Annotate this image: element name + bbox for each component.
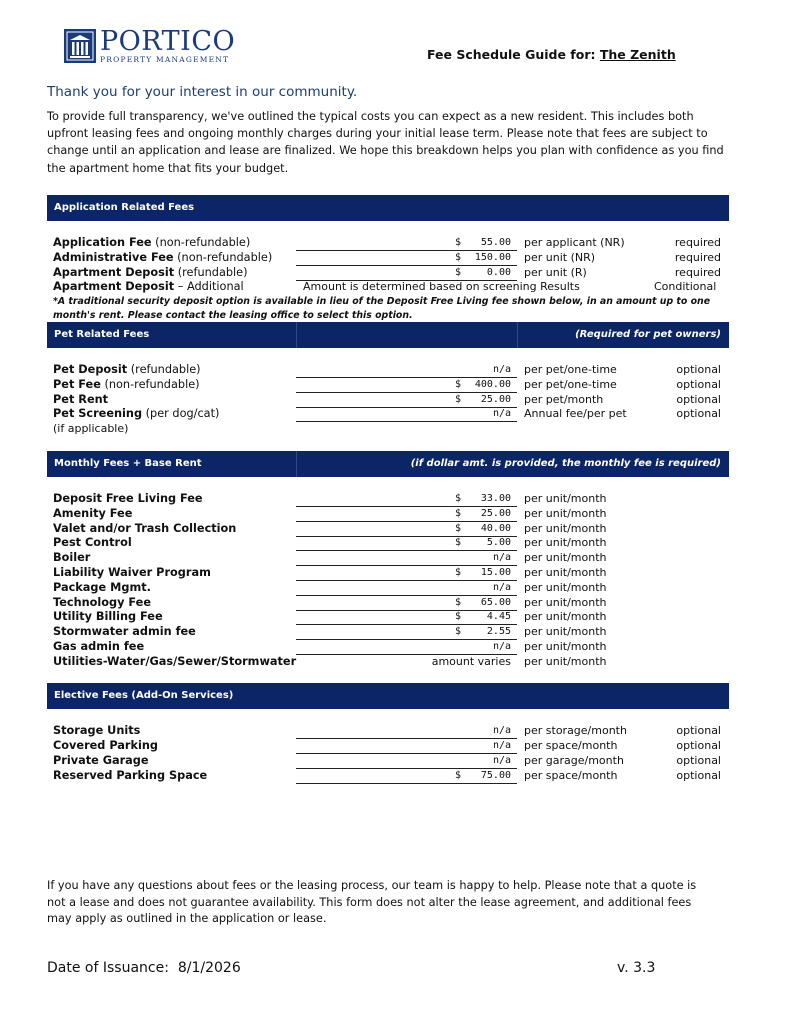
fee-amount-field bbox=[296, 596, 517, 611]
closing-paragraph: If you have any questions about fees or the leasing process, our team is happy to help. Please note that a quote is not a lease and does not guarantee availability. This form does not alter the lease agreement, and additional fees may apply as outlined in the application or lease. bbox=[47, 879, 697, 926]
fee-label: Liability Waiver Program bbox=[53, 566, 211, 579]
fee-amount: 15.00 bbox=[480, 567, 511, 578]
fee-name bbox=[53, 236, 250, 249]
fee-frequency: per unit/month bbox=[524, 521, 607, 535]
fee-qualifier: (non-refundable) bbox=[155, 236, 251, 249]
fee-amount: n/a bbox=[492, 641, 511, 652]
fee-label: Administrative Fee bbox=[53, 250, 174, 264]
fee-label: Covered Parking bbox=[53, 739, 159, 752]
company-logo bbox=[64, 25, 236, 64]
fee-frequency: per garage/month bbox=[524, 754, 624, 767]
pet-fees-header bbox=[47, 322, 729, 348]
fee-status: required bbox=[674, 250, 721, 264]
currency-symbol: $ bbox=[455, 251, 462, 263]
deposit-status: Conditional bbox=[654, 280, 717, 293]
fee-label: Pet Rent bbox=[53, 392, 109, 406]
fee-amount-field bbox=[296, 625, 517, 640]
fee-frequency: per space/month bbox=[524, 739, 618, 752]
fee-amount-field bbox=[296, 655, 517, 669]
issuance-label: Date of Issuance: bbox=[47, 960, 169, 976]
fee-amount: 150.00 bbox=[474, 251, 511, 263]
currency-symbol: $ bbox=[455, 596, 462, 608]
fee-name bbox=[53, 280, 244, 293]
fee-label: Pet Screening bbox=[53, 407, 143, 421]
fee-name bbox=[53, 566, 211, 579]
fee-amount-field bbox=[296, 551, 517, 566]
building-columns-icon bbox=[64, 29, 96, 63]
pet-screening-subnote: (if applicable) bbox=[53, 422, 129, 435]
fee-row bbox=[53, 251, 723, 266]
fee-row bbox=[53, 363, 723, 378]
fee-name bbox=[53, 769, 207, 782]
fee-name bbox=[53, 363, 201, 376]
deposit-footnote: *A traditional security deposit option is available in lieu of the Deposit Free Living fee shown below, in an amount up to one month's rent. Please contact the leasing office to select this option. bbox=[53, 296, 711, 321]
fee-frequency: per unit/month bbox=[524, 625, 607, 639]
fee-row bbox=[53, 724, 723, 739]
fee-row bbox=[53, 236, 723, 251]
fee-name bbox=[53, 640, 144, 653]
fee-amount: n/a bbox=[492, 581, 511, 593]
fee-name bbox=[53, 393, 108, 406]
fee-amount-field bbox=[296, 566, 517, 581]
fee-label: Apartment Deposit bbox=[53, 280, 175, 294]
section-title: Monthly Fees + Base Rent bbox=[54, 458, 202, 469]
currency-symbol: $ bbox=[455, 393, 462, 405]
fee-status: optional bbox=[676, 769, 721, 782]
fee-label: Gas admin fee bbox=[53, 640, 145, 653]
fee-amount-field bbox=[296, 266, 517, 281]
fee-amount-field bbox=[296, 492, 517, 507]
fee-qualifier: (non-refundable) bbox=[104, 377, 200, 391]
currency-symbol: $ bbox=[455, 493, 462, 504]
fee-label: Storage Units bbox=[53, 724, 141, 737]
fee-label: Stormwater admin fee bbox=[53, 625, 196, 639]
fee-row bbox=[53, 266, 723, 281]
fee-label: Reserved Parking Space bbox=[53, 769, 208, 782]
currency-symbol: $ bbox=[455, 567, 462, 578]
fee-row bbox=[53, 769, 723, 784]
fee-amount: n/a bbox=[492, 364, 511, 375]
fee-row bbox=[53, 739, 723, 754]
fee-frequency: per space/month bbox=[524, 769, 618, 782]
fee-name bbox=[53, 492, 203, 505]
fee-amount: 33.00 bbox=[480, 493, 511, 504]
fee-amount: n/a bbox=[492, 740, 511, 751]
fee-name bbox=[53, 625, 196, 638]
fee-amount: 0.00 bbox=[486, 266, 511, 278]
fee-status: optional bbox=[676, 739, 721, 752]
fee-status: optional bbox=[676, 407, 721, 421]
fee-name bbox=[53, 407, 219, 420]
fee-name bbox=[53, 596, 151, 609]
currency-symbol: $ bbox=[455, 626, 462, 638]
fee-frequency: per unit (R) bbox=[524, 265, 587, 279]
fee-frequency: Annual fee/per pet bbox=[524, 407, 627, 421]
fee-name bbox=[53, 266, 248, 279]
currency-symbol: $ bbox=[455, 770, 462, 781]
fee-frequency: per unit/month bbox=[524, 566, 607, 579]
fee-row bbox=[53, 492, 723, 507]
fee-row bbox=[53, 393, 723, 408]
fee-row bbox=[53, 596, 723, 611]
fee-label: Private Garage bbox=[53, 754, 149, 767]
fee-status: required bbox=[674, 265, 721, 279]
fee-status: optional bbox=[676, 363, 721, 376]
fee-row bbox=[53, 655, 723, 670]
fee-amount-field bbox=[296, 754, 517, 769]
issuance-value: 8/1/2026 bbox=[177, 960, 241, 976]
fee-amount-field bbox=[296, 739, 517, 754]
fee-frequency: per unit/month bbox=[524, 492, 607, 505]
fee-frequency: per unit/month bbox=[524, 506, 607, 520]
logo-subtitle: PROPERTY MANAGEMENT bbox=[100, 54, 230, 64]
fee-amount-field bbox=[296, 769, 517, 784]
fee-qualifier: (refundable) bbox=[177, 265, 248, 279]
fee-row bbox=[53, 610, 723, 625]
fee-status: optional bbox=[676, 377, 721, 391]
fee-row bbox=[53, 581, 723, 596]
intro-paragraph: To provide full transparency, we've outlined the typical costs you can expect as a new resident. This includes both upfront leasing fees and ongoing monthly charges during your initial lease term. Please note that fees are subject to change until an application and lease are finalized. We hope this breakdown helps you plan with confidence as you find the apartment home that fits your budget. bbox=[47, 110, 724, 175]
fee-amount: n/a bbox=[492, 552, 511, 564]
fee-label: Package Mgmt. bbox=[53, 580, 151, 594]
version-label: v. 3.3 bbox=[617, 960, 656, 976]
monthly-fees-header bbox=[47, 451, 729, 477]
fee-qualifier: (per dog/cat) bbox=[145, 407, 220, 421]
fee-amount: 2.55 bbox=[486, 626, 511, 638]
fee-row bbox=[53, 407, 723, 422]
elective-fees-header bbox=[47, 683, 729, 709]
fee-name bbox=[53, 378, 200, 391]
fee-amount: 25.00 bbox=[480, 507, 511, 519]
currency-symbol: $ bbox=[455, 266, 462, 278]
fee-label: Valet and/or Trash Collection bbox=[53, 521, 237, 535]
fee-qualifier: (non-refundable) bbox=[177, 250, 273, 264]
fee-amount: n/a bbox=[492, 755, 511, 766]
fee-frequency: per unit/month bbox=[524, 610, 607, 624]
fee-amount-field bbox=[296, 407, 517, 422]
fee-amount-field bbox=[296, 236, 517, 251]
deposit-note: Amount is determined based on screening Results bbox=[303, 280, 580, 293]
fee-amount: 400.00 bbox=[474, 378, 511, 390]
fee-label: Technology Fee bbox=[53, 595, 152, 609]
fee-status: optional bbox=[676, 392, 721, 406]
fee-name bbox=[53, 739, 158, 752]
fee-amount: 4.45 bbox=[486, 611, 511, 623]
fee-status: optional bbox=[676, 724, 721, 737]
fee-amount-field bbox=[296, 251, 517, 266]
fee-row bbox=[53, 536, 723, 551]
fee-frequency: per pet/one-time bbox=[524, 377, 617, 391]
fee-name bbox=[53, 536, 132, 549]
fee-frequency: per applicant (NR) bbox=[524, 236, 625, 249]
fee-amount: n/a bbox=[492, 725, 511, 736]
fee-frequency: per unit/month bbox=[524, 595, 607, 609]
guide-label: Fee Schedule Guide for: bbox=[427, 47, 596, 62]
fee-name bbox=[53, 522, 236, 535]
fee-amount-field bbox=[296, 724, 517, 739]
fee-amount-field bbox=[296, 610, 517, 625]
section-note: (Required for pet owners) bbox=[575, 329, 721, 340]
fee-row bbox=[53, 640, 723, 655]
fee-frequency: per unit/month bbox=[524, 536, 607, 550]
fee-label: Boiler bbox=[53, 551, 91, 565]
fee-row bbox=[53, 754, 723, 769]
fee-status: optional bbox=[676, 754, 721, 767]
fee-frequency: per unit (NR) bbox=[524, 250, 596, 264]
section-note: (if dollar amt. is provided, the monthly fee is required) bbox=[410, 458, 721, 469]
fee-row bbox=[53, 507, 723, 522]
fee-status: required bbox=[674, 236, 721, 249]
fee-frequency: per storage/month bbox=[524, 724, 627, 737]
fee-frequency: per pet/month bbox=[524, 392, 604, 406]
fee-amount-field bbox=[296, 581, 517, 596]
fee-row bbox=[53, 378, 723, 393]
fee-name bbox=[53, 251, 272, 264]
section-title: Elective Fees (Add-On Services) bbox=[54, 690, 234, 701]
logo-name: PORTICO bbox=[100, 25, 236, 57]
fee-amount: 40.00 bbox=[480, 522, 511, 534]
property-name: The Zenith bbox=[599, 47, 676, 62]
fee-label: Amenity Fee bbox=[53, 506, 133, 520]
fee-qualifier: – Additional bbox=[177, 280, 244, 294]
fee-frequency: per unit/month bbox=[524, 580, 607, 594]
fee-amount-field bbox=[296, 363, 517, 378]
fee-name bbox=[53, 507, 132, 520]
fee-amount-field bbox=[296, 536, 517, 551]
fee-label: Pet Deposit bbox=[53, 363, 128, 376]
fee-amount: 25.00 bbox=[480, 393, 511, 405]
currency-symbol: $ bbox=[455, 611, 462, 623]
section-title: Pet Related Fees bbox=[54, 329, 150, 340]
currency-symbol: $ bbox=[455, 537, 462, 549]
fee-amount-field bbox=[296, 378, 517, 393]
fee-row bbox=[53, 625, 723, 640]
fee-frequency: per unit/month bbox=[524, 551, 607, 565]
fee-qualifier: (refundable) bbox=[130, 363, 201, 376]
fee-label: Utilities-Water/Gas/Sewer/Stormwater bbox=[53, 654, 297, 668]
fee-name bbox=[53, 655, 296, 668]
fee-label: Pest Control bbox=[53, 536, 132, 550]
issuance-date bbox=[47, 960, 241, 976]
fee-amount-field bbox=[296, 507, 517, 522]
fee-amount: amount varies bbox=[431, 654, 511, 668]
currency-symbol: $ bbox=[455, 237, 462, 248]
fee-label: Application Fee bbox=[53, 236, 152, 249]
section-title: Application Related Fees bbox=[54, 202, 195, 213]
currency-symbol: $ bbox=[455, 507, 462, 519]
currency-symbol: $ bbox=[455, 378, 462, 390]
fee-frequency: per unit/month bbox=[524, 654, 607, 668]
fee-label: Pet Fee bbox=[53, 377, 101, 391]
guide-title bbox=[427, 47, 676, 62]
fee-name bbox=[53, 551, 90, 564]
application-fees-header bbox=[47, 195, 729, 221]
fee-amount: 55.00 bbox=[480, 237, 511, 248]
currency-symbol: $ bbox=[455, 522, 462, 534]
fee-amount-field bbox=[296, 393, 517, 408]
fee-amount: 75.00 bbox=[480, 770, 511, 781]
fee-frequency: per unit/month bbox=[524, 640, 607, 653]
fee-amount: 5.00 bbox=[486, 537, 511, 549]
fee-row bbox=[53, 522, 723, 537]
thanks-heading: Thank you for your interest in our community. bbox=[47, 84, 358, 100]
fee-row bbox=[53, 551, 723, 566]
fee-name bbox=[53, 754, 149, 767]
fee-frequency: per pet/one-time bbox=[524, 363, 617, 376]
fee-label: Apartment Deposit bbox=[53, 265, 175, 279]
fee-name bbox=[53, 610, 163, 623]
fee-amount-field bbox=[296, 640, 517, 655]
fee-amount: 65.00 bbox=[480, 596, 511, 608]
fee-amount-field bbox=[296, 522, 517, 537]
fee-label: Deposit Free Living Fee bbox=[53, 492, 203, 505]
fee-amount: n/a bbox=[492, 408, 511, 420]
fee-name bbox=[53, 724, 140, 737]
fee-label: Utility Billing Fee bbox=[53, 610, 163, 624]
fee-row bbox=[53, 566, 723, 581]
fee-name bbox=[53, 581, 151, 594]
